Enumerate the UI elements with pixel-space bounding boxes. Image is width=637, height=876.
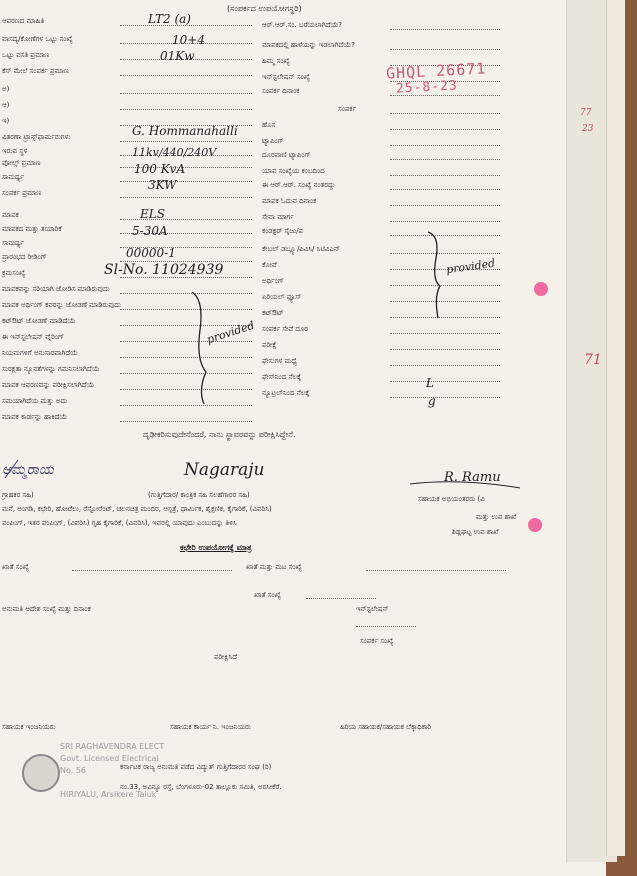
- hw-serial: Sl-No. 11024939: [104, 262, 224, 278]
- office-account-folio-dots: [366, 570, 506, 571]
- caption-engineer-2: ಮತ್ತು ಉಪ ಶಾಖೆ: [476, 513, 517, 521]
- form-title: (ಸಂಪರ್ಕದ ಉಪಯೋಗಸ್ಥರಿ): [227, 4, 302, 13]
- left-field-label: ಆ): [2, 101, 10, 109]
- footer-association: ಕರ್ನಾಟಕ ರಾಜ್ಯ ಅನುಮತಿ ಪಡೆದ ವಿದ್ಯುತ್ ಗುತ್ತಿಗೆದಾರರ ಸಂಘ (ರಿ): [120, 763, 272, 771]
- caption-engineer-3: ಶಿಡ್ಲಘಟ್ಟ ಉಪ ಶಾಖೆ: [452, 528, 499, 536]
- right-field-label: ಸಂಪರ್ಕ ಸೇವೆ ದೂರ: [262, 325, 309, 333]
- right-field-label: ಟ್ಯಾಪಿಂಗ್: [262, 137, 284, 145]
- left-field-label: ಆವರಣದ ಮಾಹಿತಿ: [2, 17, 45, 25]
- hw-rooms: 10+4: [172, 33, 205, 47]
- left-field-label: ಇ): [2, 117, 10, 125]
- declaration-text: ದೃಢೀಕರಿಸುವುದೇನೆಂದರೆ, ನಾನು ಸ್ಥಾವರವನ್ನು ಪರೀಕ್ಷಿಸಿದ್ದೇನೆ.: [143, 430, 296, 439]
- right-field-label: ಅರ್ಥಿಂಗ್: [262, 277, 284, 285]
- left-field-label: ಮಾಪಕ ಆವರಣವನ್ನು ಪರೀಕ್ಷಿಸಲಾಗಿದೆಯೆ: [2, 381, 95, 389]
- right-field-label: ನ್ಯೂಟ್ರಲ್‌ನಿಂದ ನೆಲಕ್ಕೆ: [262, 389, 310, 397]
- right-field-label: ಮಾಪಕ ಓದುವ ದಿನಾಂಕ: [262, 197, 317, 205]
- left-field-label: ನಿಯಮಗಳಿಗೆ ಅನುಸಾರವಾಗಿದೆಯೆ: [2, 349, 78, 357]
- stamp-code: GHQL 26671: [385, 59, 487, 83]
- office-account2-dots: [306, 598, 376, 599]
- office-installation-label: ಇನ್‌ಸ್ಟಲೇಷನ್: [356, 605, 389, 613]
- left-field-label: ಒಟ್ಟು ವಸತಿ ಪ್ರಮಾಣ: [2, 51, 50, 59]
- right-field-label: ಕೇಬಲ್ ಡಬ್ಲ್ಯೂ/ಪಿವಿಸಿ/ ಸಿಟಿವಿಎನ್: [262, 245, 341, 253]
- left-field-label: ಈ ಇನ್‌ಸ್ಟಲೇಷನ್ ವೈರಿಂಗ್: [2, 333, 65, 341]
- left-field-label: ಕ್ರಮಸಂಖ್ಯೆ: [2, 269, 26, 277]
- signature-contractor: Nagaraju: [184, 460, 265, 480]
- office-account2-label: ಖಾತೆ ಸಂಖ್ಯೆ: [254, 591, 281, 599]
- left-field-label: ಕೆಸ್ ಮೇಲೆ ಸಂಪರ್ಕ ಪ್ರಮಾಣ: [2, 67, 69, 75]
- office-connection-label: ಸಂಪರ್ಕ ಸಂಖ್ಯೆ: [360, 637, 394, 645]
- left-field-label: ಕಟ್‌ಔಟ್ ಜೋಡಣೆ ಮಾಡಿದೆಯೆ: [2, 317, 76, 325]
- left-field-label: ಅ): [2, 85, 10, 93]
- contractor-stamp-line-3: No. 56: [60, 766, 87, 775]
- right-field-label: ಫೇಸುಗಳ ಮಧ್ಯೆ: [262, 357, 297, 365]
- right-field-label: ಈ ಆರ್.ಆರ್. ಸಂಖ್ಯೆ ನಂತರದ್ದು: [262, 181, 336, 189]
- right-field-label: ದೂರವಾಣಿ ಟ್ಯಾಪಿಂಗ್: [262, 151, 311, 159]
- office-account-dots: [72, 570, 232, 571]
- hw-provided-left: provided: [205, 318, 257, 347]
- contractor-stamp-line-2: Govt. Licensed Electrical: [60, 754, 159, 763]
- signature-customer: ಅಮ್ಮರಾಯ: [2, 462, 54, 478]
- stamp-date: 25-8-23: [395, 78, 459, 97]
- punch-hole-upper: [534, 282, 548, 296]
- left-field-label: ಪೋಲ್ಸ್ ಪ್ರಮಾಣ: [2, 159, 41, 167]
- hw-initial-reading: 00000-1: [126, 246, 176, 260]
- office-order-label: ಅನುಮತಿ ಆದೇಶ ಸಂಖ್ಯೆ ಮತ್ತು ದಿನಾಂಕ: [2, 605, 91, 613]
- hw-load: 3KW: [148, 178, 177, 192]
- hw-premises: LT2 (a): [148, 12, 191, 26]
- left-field-label: ವಿತರಣಾ ಟ್ರಾನ್ಸ್‌ಫಾರ್ಮರುಗಳು: [2, 133, 71, 141]
- left-field-label: ಸುರಕ್ಷತಾ ನ್ಯೂನತೆಗಳನ್ನು ಗಮನಿಸಲಾಗಿದೆಯೆ: [2, 365, 100, 373]
- margin-mark-3: 71: [584, 352, 602, 368]
- caption-contractor: (ಗುತ್ತಿಗೆದಾರ/ ಕಾಂತ್ರಿಕ ಸಹಿ ಸಲಹೆಗಾರರ ಸಹಿ): [148, 491, 250, 499]
- right-field-label: ಪರೀಕ್ಷೆ: [262, 341, 277, 349]
- office-installation-dots: [356, 626, 416, 627]
- footer-accounts-officer: ಹಿರಿಯ ಸಹಾಯಕ/ಸಹಾಯಕ ಲೆಕ್ಕಾಧಿಕಾರಿ: [340, 723, 432, 731]
- caption-engineer: ಸಹಾಯಕ ಅಭಿಯಂತರರು (ವಿ: [418, 495, 485, 503]
- hw-poles: 11kv/440/240V: [132, 146, 217, 159]
- right-field-label: ಮಾಪಕದಲ್ಲಿ ಹಾಳೆಯನ್ನು ಇಡಲಾಗಿದೆಯೆ?: [262, 41, 355, 49]
- right-field-label: ಆರ್.ಆರ್.ಸಂ. ಬರೆಯಲಾಗಿದೆಯೆ?: [262, 21, 343, 29]
- hw-location: G. Hommanahalli: [132, 124, 238, 138]
- right-field-label: ಕಂಡಕ್ಟರ್ ಸೈಜು/ಪ: [262, 227, 304, 235]
- hw-meter-capacity: 5-30A: [132, 224, 168, 238]
- hw-provided-right: provided: [445, 256, 496, 277]
- right-field-label: ಯಾವ ಸಂಖ್ಯೆಯ ಕಂಬದಿಂದ: [262, 167, 325, 175]
- left-field-label: ಪ್ರಾರಂಭದ ರೀಡಿಂಗ್: [2, 253, 47, 261]
- left-field-label: ಮಾಪಕವನ್ನು ಸರಿಯಾಗಿ ಜೋಡಿಸ ಮಾಡಿರುವುದು: [2, 285, 110, 293]
- margin-mark-1: 77: [580, 108, 592, 118]
- left-field-label: ಮಾಪಕದ ಮತ್ತು ತಯಾರಿಕೆ: [2, 225, 62, 233]
- left-field-label: ಇರುವ ಸ್ಥಳ: [2, 147, 28, 155]
- contractor-stamp-line-1: SRI RAGHAVENDRA ELECT: [60, 742, 165, 751]
- office-checked-label: ಪರೀಕ್ಷಿಸಿದೆ: [214, 653, 238, 661]
- left-field-label: ಸಾಮರ್ಥ್ಯ: [2, 239, 24, 247]
- hw-capacity: 100 KvA: [134, 162, 186, 176]
- punch-hole-lower: [528, 518, 542, 532]
- office-account-label: ಖಾತೆ ಸಂಖ್ಯೆ: [2, 563, 29, 571]
- right-field-label: ಸೇವಾ ಮಾರ್ಗ: [262, 213, 294, 221]
- margin-mark-2: 23: [582, 124, 594, 134]
- right-field-label: ಸಂಪರ್ಕ ದಿನಾಂಕ: [262, 87, 300, 95]
- right-field-label: ಏರಿಯಲ್ ಫ್ಯೂಸ್: [262, 293, 302, 301]
- right-field-label: ಕೋವೆ: [262, 261, 277, 269]
- hw-between-phases: L: [426, 376, 434, 390]
- left-field-label: ಸಂಪರ್ಕ ಪ್ರಮಾಣ: [2, 189, 42, 197]
- right-field-label: ಇನ್‌ಸ್ಟಲೇಷನ್ ಸಂಖ್ಯೆ: [262, 73, 311, 81]
- category-line-1: ಮನೆ, ಅಂಗಡಿ, ಕಛೇರಿ, ಹೋಟೆಲು, ರೆಸ್ಟೋರೆಂಟ್, ಚಲನಚಿತ್ರ ಮಂದಿರ, ಆಸ್ಪತ್ರೆ, ಧಾರ್ಮಿಕ, ಶೈಕ್ಷಣಿಕ, ಕೈಗಾರಿಕೆ, (ವಿವರಿಸಿ): [2, 505, 272, 513]
- right-field-label: ಸಂಪರ್ಕ: [338, 105, 357, 113]
- hw-phase-earth: g: [428, 394, 436, 408]
- right-field-label: ಹಿಮ್ಮ ಸಂಖ್ಯೆ: [262, 57, 290, 65]
- office-account-folio-label: ಖಾತೆ ಮತ್ತು ಮಟ ಸಂಖ್ಯೆ: [246, 563, 302, 571]
- caption-customer: ಗ್ರಾಹಕರ ಸಹಿ): [2, 491, 34, 499]
- signature-engineer: R. Ramu: [444, 470, 501, 485]
- contractor-seal: [22, 754, 60, 792]
- right-field-label: ಹೊಸ: [262, 121, 276, 129]
- office-use-heading: ಕಛೇರಿ ಉಪಯೋಗಕ್ಕೆ ಮಾತ್ರ: [180, 543, 252, 552]
- hw-meter-make: ELS: [140, 207, 165, 221]
- left-field-label: ಮಾಪಕ ಕಾರ್ಡನ್ನು ಹಾಕಿದೆಯೆ: [2, 413, 68, 421]
- left-field-label: ಮಾಪಕ ಅರ್ಥಿಂಗ್ ಕವರನ್ನು ಜೋಡಣೆ ಮಾಡಿರುವುದು: [2, 301, 121, 309]
- hw-area: 01Kw: [160, 49, 195, 63]
- footer-address: ನಂ.33, ಅವಿನ್ಯೂ ರಸ್ತೆ, ಬೆಂಗಳೂರು-02 ತಾಲ್ಲೂಕು ಸಮಿತಿ, ಅರಸೀಕೆರೆ.: [120, 783, 282, 791]
- right-field-label: ಕಟ್‌ಔಟ್: [262, 309, 284, 317]
- footer-assistant-engineer: ಸಹಾಯಕ ಇಂಜನಿಯರು: [2, 723, 56, 731]
- left-field-label: ಮಾಪಕ: [2, 211, 19, 219]
- left-field-label: ಸಮಯಾಗಿದೆಯ ಮತ್ತು ಅದು: [2, 397, 68, 405]
- footer-assistant-exec-engineer: ಸಹಾಯಕ ಕಾರ್ಯ ನಿ. ಇಂಜನಿಯರು: [170, 723, 251, 731]
- right-field-label: ಫೇಸ್‌ನಿಂದ ನೆಲಕ್ಕೆ: [262, 373, 302, 381]
- category-line-2: ಪಂಪಿಂಗ್, ಇತರ ಪಂಪಿಂಗ್, (ವಿವರಿಸಿ) ಗೃಹ ಕೈಗಾರಿಕೆ, (ವಿವರಿಸಿ), ಇವರಲ್ಲಿ ಯಾವುದು ಎಂಬುದನ್ನು ತಿಳಿಸಿ: [2, 519, 237, 527]
- left-field-label: ಸಾಮರ್ಥ್ಯ: [2, 173, 24, 181]
- left-field-label: ವಾಸದ್ಯ/ಕೋಣೆಗಳ ಒಟ್ಟು ಸಂಖ್ಯೆ: [2, 35, 73, 43]
- contractor-stamp-line-4: HIRIYALU, Arsikere Taluk: [60, 790, 157, 799]
